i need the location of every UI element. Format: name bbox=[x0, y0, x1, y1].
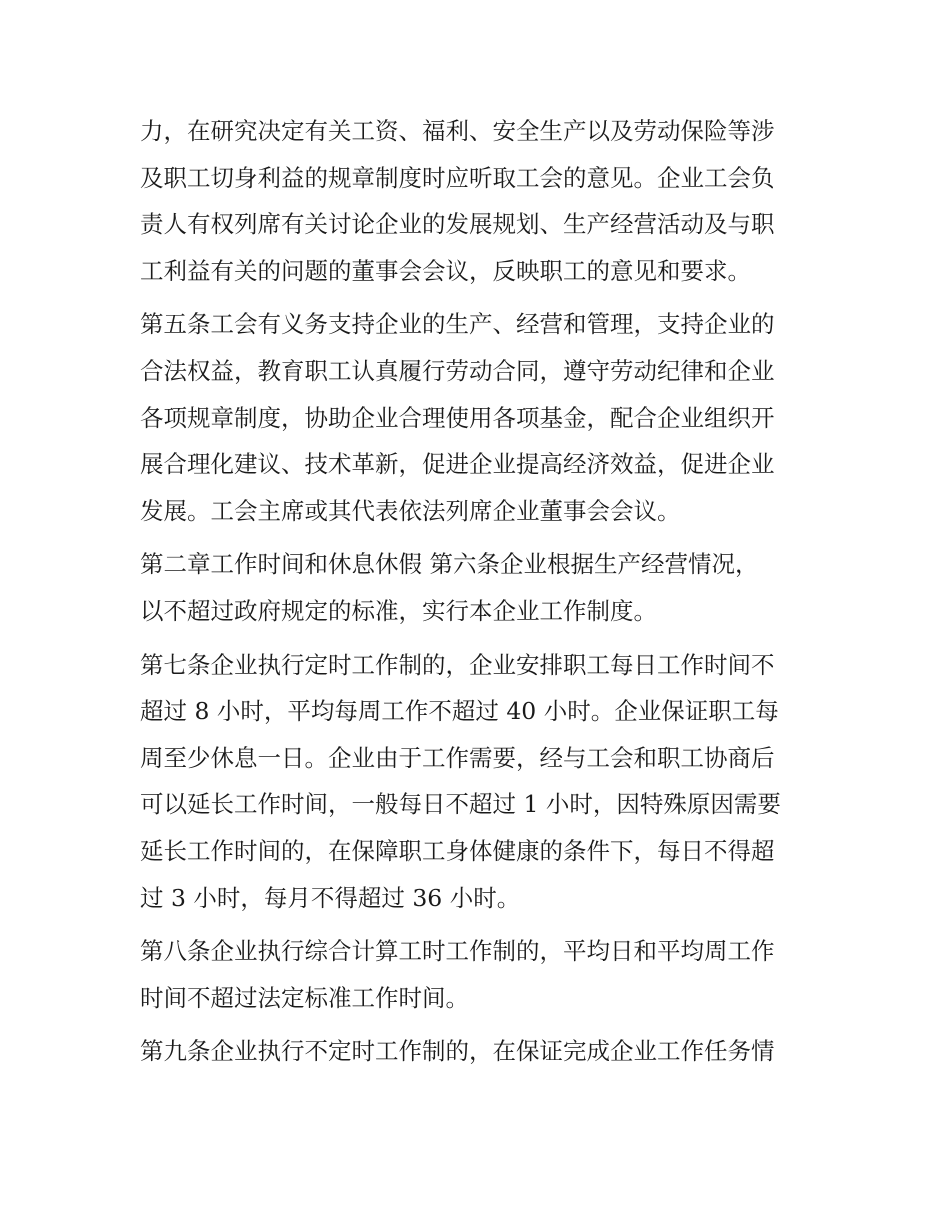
text-line: 可以延长工作时间，一般每日不超过 1 小时，因特殊原因需要 bbox=[140, 790, 781, 819]
text-line: 第七条企业执行定时工作制的，企业安排职工每日工作时间不 bbox=[140, 650, 775, 679]
text-line: 周至少休息一日。企业由于工作需要，经与工会和职工协商后 bbox=[140, 743, 775, 772]
text-line: 及职工切身利益的规章制度时应听取工会的意见。企业工会负 bbox=[140, 163, 775, 192]
paragraph-article-5 bbox=[140, 301, 820, 534]
text-line: 合法权益，教育职工认真履行劳动合同，遵守劳动纪律和企业 bbox=[140, 356, 775, 385]
text-line: 力，在研究决定有关工资、福利、安全生产以及劳动保险等涉 bbox=[140, 117, 775, 145]
document-page bbox=[140, 108, 820, 1075]
text-line: 展合理化建议、技术革新，促进企业提高经济效益，促进企业 bbox=[140, 450, 775, 479]
paragraph-article-7 bbox=[140, 642, 820, 922]
text-line: 过 3 小时，每月不得超过 36 小时。 bbox=[140, 883, 521, 912]
paragraph-article-9 bbox=[140, 1028, 820, 1075]
text-line: 以不超过政府规定的标准，实行本企业工作制度。 bbox=[140, 596, 657, 625]
text-line: 工利益有关的问题的董事会会议，反映职工的意见和要求。 bbox=[140, 256, 751, 285]
text-line: 责人有权列席有关讨论企业的发展规划、生产经营活动及与职 bbox=[140, 210, 775, 239]
paragraph-workers-opinion bbox=[140, 108, 820, 294]
text-line: 第九条企业执行不定时工作制的，在保证完成企业工作任务情 bbox=[140, 1037, 775, 1066]
text-line: 各项规章制度，协助企业合理使用各项基金，配合企业组织开 bbox=[140, 403, 775, 432]
text-line: 第二章工作时间和休息休假 第六条企业根据生产经营情况， bbox=[140, 550, 759, 579]
paragraph-article-8 bbox=[140, 928, 820, 1021]
text-line: 第八条企业执行综合计算工时工作制的，平均日和平均周工作 bbox=[140, 937, 775, 966]
text-line: 发展。工会主席或其代表依法列席企业董事会会议。 bbox=[140, 496, 681, 525]
text-line: 超过 8 小时，平均每周工作不超过 40 小时。企业保证职工每 bbox=[140, 697, 779, 726]
paragraph-chapter-2-article-6 bbox=[140, 541, 820, 634]
text-line: 延长工作时间的，在保障职工身体健康的条件下，每日不得超 bbox=[140, 836, 775, 865]
text-line: 时间不超过法定标准工作时间。 bbox=[140, 983, 469, 1012]
text-line: 第五条工会有义务支持企业的生产、经营和管理，支持企业的 bbox=[140, 310, 775, 339]
